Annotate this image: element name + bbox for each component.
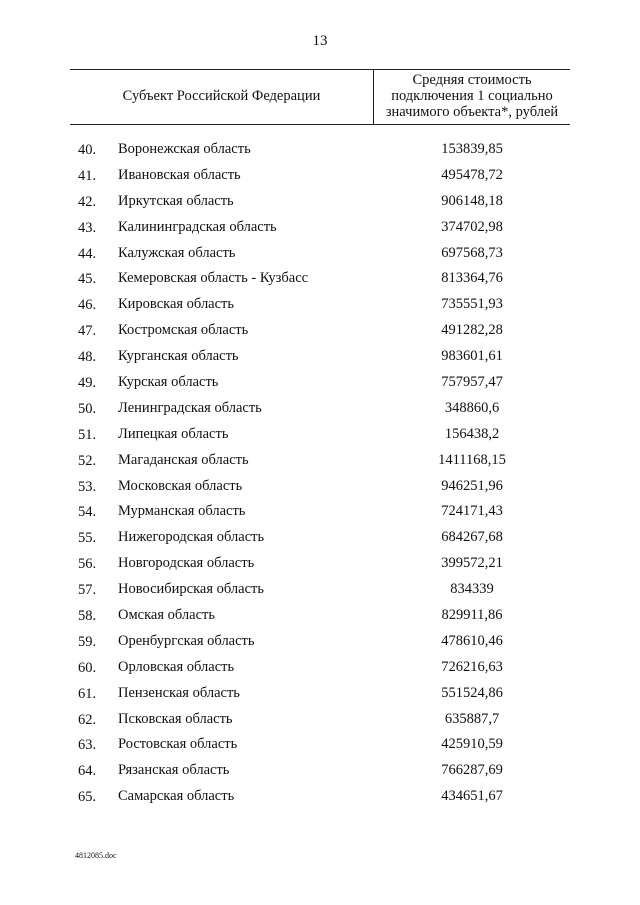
row-number: 51. [78, 426, 97, 443]
table-row [0, 216, 640, 242]
header-subject-label: Субъект Российской Федерации [122, 88, 321, 104]
table-row [0, 630, 640, 656]
cost-value: 434651,67 [441, 788, 503, 805]
table-row [0, 604, 640, 630]
region-name: Самарская область [118, 788, 235, 805]
table-row [0, 242, 640, 268]
region-name: Орловская область [118, 658, 235, 675]
table-row [0, 138, 640, 164]
cost-value: 153839,85 [441, 141, 503, 157]
table-row [0, 475, 640, 501]
region-name: Костромская область [118, 322, 249, 339]
cost-value: 724171,43 [441, 503, 503, 520]
region-name: Кемеровская область - Кузбасс [118, 270, 309, 287]
table-row [0, 267, 640, 293]
table-header [70, 69, 570, 125]
table-row [0, 759, 640, 785]
row-number: 64. [78, 763, 97, 780]
cost-value: 491282,28 [441, 322, 503, 339]
table-row [0, 552, 640, 578]
region-name: Ивановская область [118, 166, 241, 183]
region-name: Ленинградская область [118, 399, 262, 416]
row-number: 40. [78, 142, 97, 158]
cost-value: 635887,7 [444, 710, 500, 727]
table-row [0, 785, 640, 811]
table-row [0, 526, 640, 552]
row-number: 48. [78, 349, 97, 366]
row-number: 42. [78, 193, 97, 210]
region-name: Оренбургская область [118, 632, 255, 649]
cost-value: 495478,72 [441, 166, 503, 183]
cost-value: 726216,63 [441, 658, 503, 675]
cost-value: 757957,47 [441, 374, 503, 391]
header-cost-line-2: подключения 1 социально [391, 88, 553, 104]
table-row [0, 733, 640, 759]
row-number: 50. [78, 400, 97, 417]
region-name: Пензенская область [118, 684, 240, 701]
row-number: 44. [78, 245, 97, 262]
region-name: Кировская область [118, 296, 235, 313]
row-number: 41. [78, 167, 97, 184]
cost-value: 834339 [450, 581, 494, 598]
region-name: Рязанская область [118, 762, 230, 779]
row-number: 43. [78, 219, 97, 236]
table-row [0, 190, 640, 216]
header-cost-line-1: Средняя стоимость [412, 72, 532, 88]
region-name: Ростовская область [118, 736, 238, 753]
cost-value: 735551,93 [441, 296, 503, 313]
row-number: 52. [78, 452, 97, 469]
row-number: 65. [78, 789, 97, 806]
table-row [0, 500, 640, 526]
header-cost-line-3: значимого объекта*, рублей [385, 104, 559, 120]
cost-value: 766287,69 [441, 762, 503, 779]
cost-value: 829911,86 [441, 607, 503, 624]
region-name: Новосибирская область [118, 581, 264, 598]
table-row [0, 319, 640, 345]
cost-value: 684267,68 [441, 529, 503, 546]
table-row [0, 449, 640, 475]
table-row [0, 656, 640, 682]
cost-value: 946251,96 [441, 477, 503, 494]
table-body [0, 138, 640, 811]
document-filename: 4812085.doc [75, 851, 117, 860]
table-row [0, 345, 640, 371]
region-name: Курганская область [118, 348, 239, 365]
table-row [0, 708, 640, 734]
region-name: Московская область [118, 477, 243, 494]
cost-value: 697568,73 [441, 244, 503, 261]
table-row [0, 423, 640, 449]
row-number: 56. [78, 556, 97, 573]
region-name: Курская область [118, 374, 219, 391]
region-name: Мурманская область [118, 503, 246, 520]
row-number: 47. [78, 323, 97, 340]
cost-value: 348860,6 [444, 399, 500, 416]
cost-value: 906148,18 [441, 192, 503, 209]
page-number: 13 [312, 33, 328, 49]
cost-value: 1411168,15 [438, 451, 506, 468]
row-number: 57. [78, 582, 97, 599]
region-name: Омская область [118, 607, 215, 624]
region-name: Калининградская область [118, 218, 277, 235]
table-row [0, 371, 640, 397]
header-top-rule [70, 69, 570, 70]
row-number: 49. [78, 375, 97, 392]
cost-value: 983601,61 [441, 348, 503, 365]
row-number: 58. [78, 608, 97, 625]
header-bottom-rule [70, 124, 570, 125]
table-row [0, 578, 640, 604]
row-number: 53. [78, 478, 97, 495]
header-cost-label [374, 72, 570, 120]
row-number: 55. [78, 530, 97, 547]
region-name: Калужская область [118, 244, 236, 261]
row-number: 63. [78, 737, 97, 754]
region-name: Иркутская область [118, 192, 234, 209]
region-name: Псковская область [118, 710, 233, 727]
table-row [0, 682, 640, 708]
table-row [0, 397, 640, 423]
table-row [0, 164, 640, 190]
region-name: Новгородская область [118, 555, 255, 572]
cost-value: 156438,2 [444, 425, 500, 442]
row-number: 61. [78, 685, 97, 702]
row-number: 45. [78, 271, 97, 288]
row-number: 54. [78, 504, 97, 521]
cost-value: 551524,86 [441, 684, 503, 701]
table-row [0, 293, 640, 319]
row-number: 46. [78, 297, 97, 314]
cost-value: 813364,76 [441, 270, 503, 287]
cost-value: 425910,59 [441, 736, 503, 753]
row-number: 59. [78, 633, 97, 650]
row-number: 62. [78, 711, 97, 728]
region-name: Липецкая область [118, 425, 229, 442]
region-name: Магаданская область [118, 451, 249, 468]
cost-value: 478610,46 [441, 632, 503, 649]
cost-value: 374702,98 [441, 218, 503, 235]
cost-value: 399572,21 [441, 555, 503, 572]
region-name: Нижегородская область [118, 529, 265, 546]
region-name: Воронежская область [118, 141, 251, 157]
row-number: 60. [78, 659, 97, 676]
